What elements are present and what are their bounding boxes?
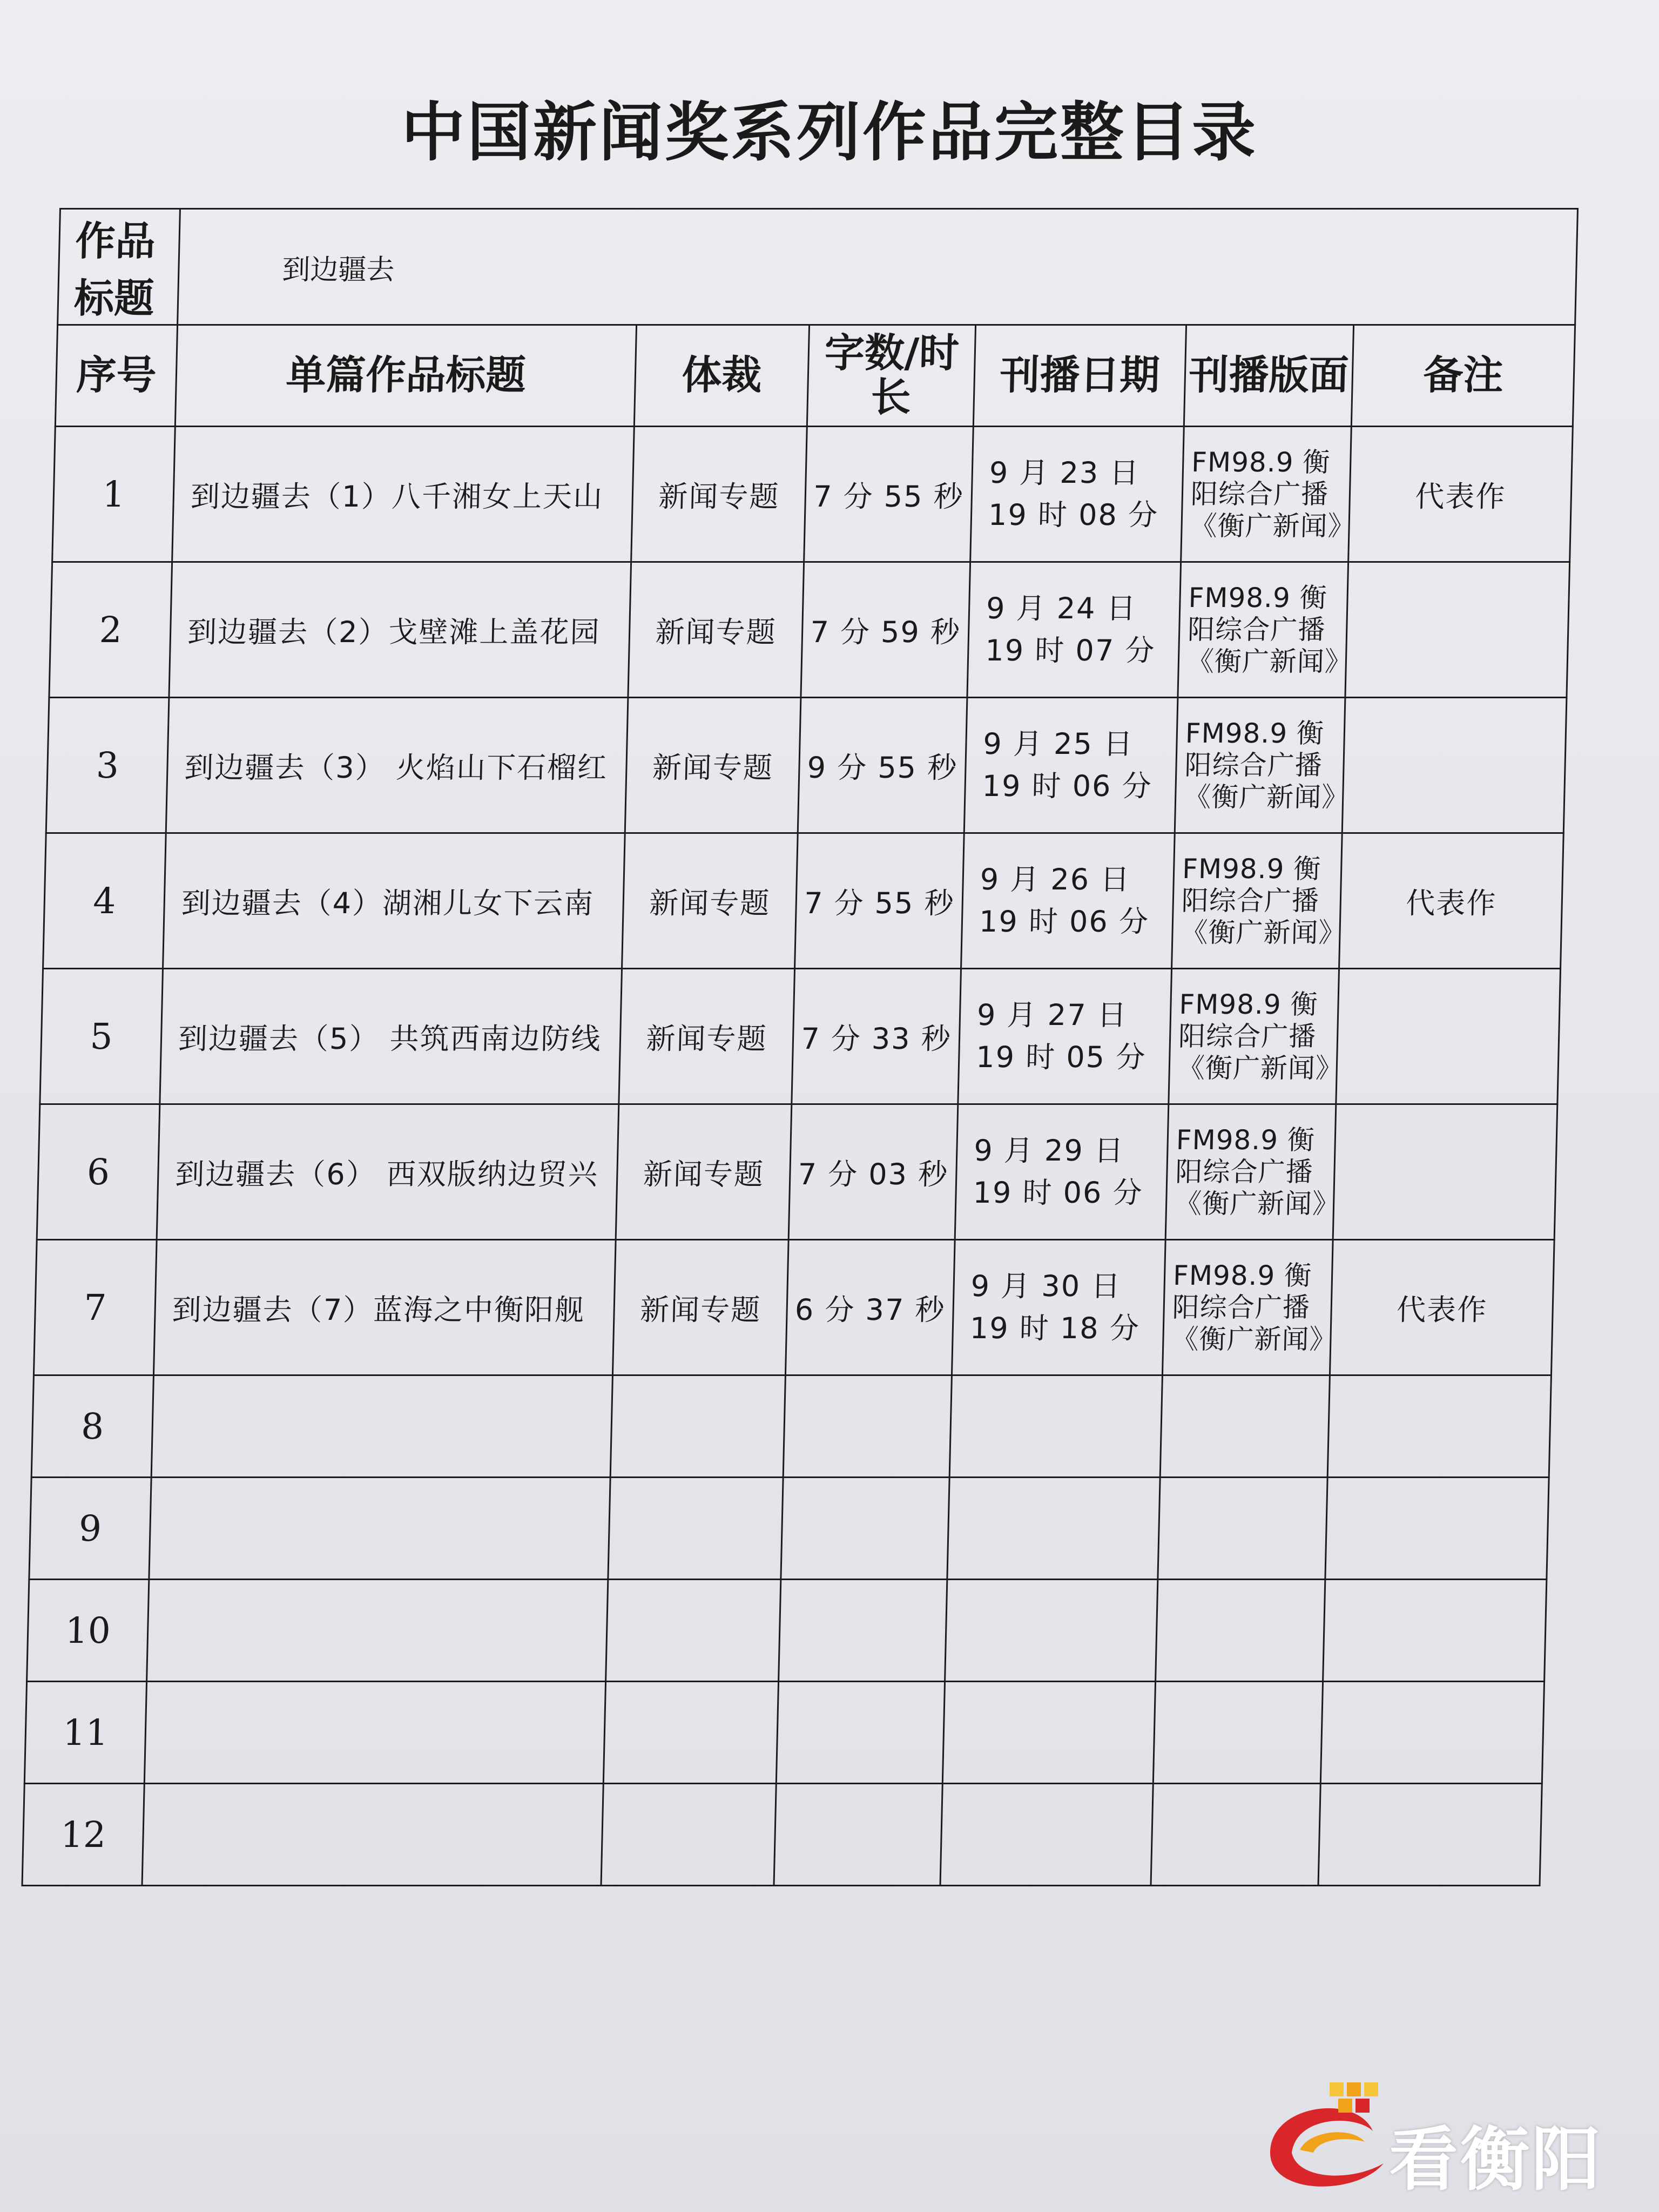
table-row [49,562,1570,698]
header-broadcast-date: 刊播日期 [973,325,1186,427]
edition-cell: FM98.9 衡阳综合广播《衡广新闻》 [1169,969,1339,1104]
work-title-label: 作品标题 [58,209,180,325]
single-title-cell: 到边疆去（1）八千湘女上天山 [172,427,635,562]
catalog-table [21,208,1579,1886]
empty-cell [1151,1784,1320,1886]
serial-cell: 1 [52,427,176,562]
empty-cell [149,1478,610,1580]
empty-cell [947,1478,1160,1580]
table-row [52,427,1573,562]
broadcast-day: 9 月 27 日 [976,997,1128,1032]
broadcast-date-cell [970,427,1184,562]
length-cell: 7 分 59 秒 [801,562,970,698]
broadcast-day: 9 月 23 日 [989,455,1141,490]
length-cell: 7 分 33 秒 [792,969,961,1104]
empty-cell [147,1580,608,1682]
catalog-table-wrapper [21,208,1577,1886]
broadcast-time: 19 时 07 分 [984,633,1156,667]
genre-cell: 新闻专题 [612,1240,788,1375]
empty-cell [1325,1478,1549,1580]
broadcast-date-cell [958,969,1172,1104]
broadcast-date-cell [955,1104,1169,1240]
remark-cell [1336,969,1561,1104]
empty-cell [1327,1375,1551,1478]
empty-cell [945,1580,1158,1682]
empty-table-row [24,1682,1544,1784]
remark-cell [1333,1104,1557,1240]
empty-cell [144,1682,605,1784]
genre-cell: 新闻专题 [625,698,801,833]
broadcast-date-cell [952,1240,1165,1375]
empty-cell [1323,1580,1547,1682]
serial-cell: 3 [46,698,169,833]
empty-cell [779,1580,947,1682]
length-cell: 7 分 03 秒 [788,1104,958,1240]
remark-cell: 代表作 [1339,833,1564,969]
single-title-cell: 到边疆去（5） 共筑西南边防线 [160,969,622,1104]
broadcast-day: 9 月 26 日 [980,862,1131,896]
broadcast-day: 9 月 30 日 [970,1269,1122,1303]
broadcast-date-cell [964,698,1178,833]
single-title-cell: 到边疆去（4）湖湘儿女下云南 [163,833,625,969]
serial-cell: 4 [43,833,166,969]
table-row [43,833,1564,969]
serial-cell: 7 [33,1240,157,1375]
edition-cell: FM98.9 衡阳综合广播《衡广新闻》 [1178,562,1348,698]
kanhengyang-logo-icon [1249,2072,1411,2196]
header-remark: 备注 [1351,325,1575,427]
genre-cell: 新闻专题 [616,1104,792,1240]
table-row [46,698,1567,833]
empty-cell [1160,1375,1330,1478]
broadcast-time: 19 时 05 分 [975,1040,1147,1074]
serial-cell: 10 [27,1580,149,1682]
edition-cell: FM98.9 衡阳综合广播《衡广新闻》 [1172,833,1343,969]
watermark-text: 看衡阳 [1389,2120,1603,2200]
broadcast-day: 9 月 25 日 [982,726,1134,761]
remark-cell: 代表作 [1348,427,1573,562]
work-title-row [58,209,1578,325]
empty-cell [601,1784,776,1886]
edition-cell: FM98.9 衡阳综合广播《衡广新闻》 [1175,698,1345,833]
broadcast-time: 19 时 08 分 [988,498,1159,532]
empty-cell [1153,1682,1323,1784]
header-length: 字数/时长 [807,325,975,427]
header-edition: 刊播版面 [1184,325,1353,427]
work-title-value: 到边疆去 [178,209,1578,325]
table-row [33,1240,1554,1375]
kanhengyang-watermark [1249,2072,1637,2200]
remark-cell [1345,562,1570,698]
edition-cell: FM98.9 衡阳综合广播《衡广新闻》 [1181,427,1352,562]
broadcast-time: 19 时 06 分 [981,769,1153,803]
single-title-cell: 到边疆去（3） 火焰山下石榴红 [166,698,628,833]
empty-table-row [22,1784,1542,1886]
empty-cell [940,1784,1153,1886]
empty-table-row [29,1478,1549,1580]
empty-cell [783,1375,952,1478]
table-row [40,969,1561,1104]
serial-cell: 8 [31,1375,153,1478]
empty-cell [949,1375,1162,1478]
serial-cell: 5 [40,969,163,1104]
empty-cell [608,1478,783,1580]
length-cell: 6 分 37 秒 [785,1240,955,1375]
header-genre: 体裁 [634,325,809,427]
genre-cell: 新闻专题 [622,833,798,969]
empty-cell [610,1375,785,1478]
header-serial: 序号 [55,325,177,427]
broadcast-day: 9 月 24 日 [986,591,1137,625]
length-cell: 9 分 55 秒 [798,698,967,833]
empty-cell [603,1682,778,1784]
empty-table-row [27,1580,1547,1682]
empty-cell [1318,1784,1542,1886]
single-title-cell: 到边疆去（2）戈壁滩上盖花园 [169,562,631,698]
header-single-title: 单篇作品标题 [175,325,636,427]
length-cell: 7 分 55 秒 [804,427,974,562]
length-cell: 7 分 55 秒 [795,833,965,969]
empty-table-row [31,1375,1551,1478]
empty-cell [1320,1682,1544,1784]
single-title-cell: 到边疆去（7）蓝海之中衡阳舰 [153,1240,616,1375]
broadcast-date-cell [967,562,1181,698]
serial-cell: 11 [24,1682,146,1784]
broadcast-time: 19 时 06 分 [979,905,1150,939]
serial-cell: 2 [49,562,172,698]
remark-cell: 代表作 [1330,1240,1554,1375]
serial-cell: 9 [29,1478,151,1580]
empty-cell [151,1375,612,1478]
empty-cell [1158,1478,1327,1580]
broadcast-time: 19 时 06 分 [972,1176,1144,1210]
table-header-row [55,325,1575,427]
empty-cell [606,1580,781,1682]
empty-cell [781,1478,949,1580]
empty-cell [142,1784,603,1886]
empty-cell [942,1682,1155,1784]
document-title: 中国新闻奖系列作品完整目录 [401,95,1258,170]
serial-cell: 6 [37,1104,160,1240]
broadcast-time: 19 时 18 分 [969,1311,1141,1345]
edition-cell: FM98.9 衡阳综合广播《衡广新闻》 [1162,1240,1333,1375]
broadcast-date-cell [961,833,1175,969]
empty-cell [776,1682,945,1784]
serial-cell: 12 [22,1784,144,1886]
genre-cell: 新闻专题 [631,427,807,562]
table-row [37,1104,1557,1240]
remark-cell [1342,698,1567,833]
edition-cell: FM98.9 衡阳综合广播《衡广新闻》 [1165,1104,1336,1240]
empty-cell [774,1784,942,1886]
genre-cell: 新闻专题 [619,969,795,1104]
single-title-cell: 到边疆去（6） 西双版纳边贸兴 [157,1104,619,1240]
genre-cell: 新闻专题 [628,562,804,698]
broadcast-day: 9 月 29 日 [973,1133,1125,1168]
empty-cell [1156,1580,1325,1682]
